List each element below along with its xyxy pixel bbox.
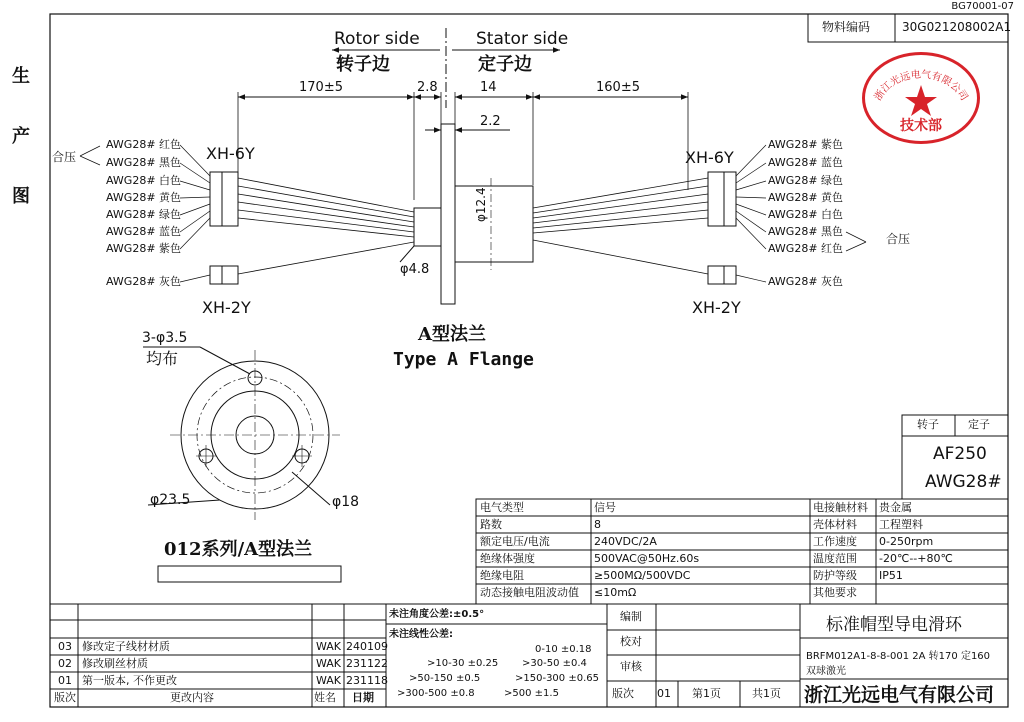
- stator-side-en: Stator side: [476, 29, 569, 49]
- tolerance-angle: 未注角度公差:±0.5°: [389, 609, 485, 620]
- revision-content: 修改刷丝材质: [82, 657, 148, 670]
- xh6y-left-label: XH-6Y: [206, 144, 255, 163]
- spec-value2: 工程塑料: [879, 518, 923, 531]
- label-version: 版次: [612, 687, 634, 700]
- small-table-row1: AF250: [933, 444, 987, 464]
- spec-value2: IP51: [879, 569, 903, 582]
- revision-name: WAK: [316, 657, 342, 670]
- tolerance-item: >300-500 ±0.8: [397, 688, 475, 699]
- dim-4-8: φ4.8: [400, 262, 430, 277]
- small-table-row2: AWG28#: [925, 472, 1002, 492]
- label-review: 审核: [620, 660, 642, 673]
- holes-note-even: 均布: [146, 349, 179, 368]
- xh6y-right-label: XH-6Y: [685, 148, 734, 167]
- crimp-label-left: 合压: [52, 150, 77, 164]
- material-code-label: 物料编码: [822, 20, 871, 34]
- left-wire-label-2: AWG28# 黑色: [106, 156, 182, 169]
- stamp-bottom-text: 技术部: [900, 118, 942, 134]
- spec-label2: 温度范围: [813, 552, 857, 565]
- right-wire-label-5: AWG28# 白色: [768, 208, 844, 221]
- side-title-char-2: 产: [12, 126, 30, 147]
- xh6y-left-connector: [210, 172, 238, 226]
- right-wire-label-7: AWG28# 红色: [768, 242, 844, 255]
- company-stamp: [862, 52, 980, 144]
- revision-content: 修改定子线材材质: [82, 640, 170, 653]
- spec-label: 电气类型: [480, 501, 524, 514]
- tolerance-item: >500 ±1.5: [504, 688, 559, 699]
- crimp-label-right: 合压: [886, 232, 911, 246]
- stator-side-cn: 定子边: [478, 54, 532, 75]
- stamp-star-icon: [905, 85, 937, 116]
- revision-name: WAK: [316, 640, 342, 653]
- dim-2-2: 2.2: [480, 114, 501, 129]
- spec-value: 500VAC@50Hz.60s: [594, 552, 700, 565]
- label-check: 校对: [620, 635, 642, 648]
- revision-no: 01: [58, 674, 72, 687]
- label-version-value: 01: [657, 687, 671, 700]
- flange-type-cn: A型法兰: [418, 324, 486, 345]
- spec-value: ≥500MΩ/500VDC: [594, 569, 691, 582]
- revision-header-content: 更改内容: [170, 691, 214, 704]
- xh2y-left-connector: [210, 266, 238, 284]
- revision-content: 第一版本, 不作更改: [82, 674, 177, 687]
- left-wire-bundle: [238, 178, 414, 274]
- left-wire-label-5: AWG28# 绿色: [106, 208, 182, 221]
- small-table-col2: 定子: [968, 418, 990, 431]
- label-total: 共1页: [752, 687, 781, 700]
- spec-label: 绝缘体强度: [480, 552, 535, 565]
- spec-label: 绝缘电阻: [480, 569, 524, 582]
- holes-note: 3-φ3.5: [142, 330, 188, 346]
- spec-value2: 0-250rpm: [879, 535, 934, 548]
- revision-header-date: 日期: [352, 691, 374, 704]
- dim-12-4: φ12.4: [474, 187, 488, 222]
- revision-no: 03: [58, 640, 72, 653]
- right-wire-label-1: AWG28# 紫色: [768, 138, 844, 151]
- spec-label2: 壳体材料: [813, 518, 857, 531]
- revision-date: 231122: [346, 657, 388, 670]
- xh2y-right-connector: [708, 266, 736, 284]
- dim-14: 14: [480, 80, 497, 95]
- tolerance-item: >30-50 ±0.4: [522, 658, 587, 669]
- spec-value: 8: [594, 518, 601, 531]
- model-number: BRFM012A1-8-8-001 2A 转170 定160: [806, 651, 991, 662]
- right-wire-label-6: AWG28# 黑色: [768, 225, 844, 238]
- spec-value: ≤10mΩ: [594, 586, 637, 599]
- dim-23-5: φ23.5: [150, 492, 191, 508]
- stator-housing: [455, 186, 533, 262]
- spec-label: 动态接触电阻波动值: [480, 586, 579, 599]
- revision-date: 240109: [346, 640, 388, 653]
- dim-2-8: 2.8: [417, 80, 438, 95]
- leader-48: [400, 246, 414, 262]
- spec-value: 240VDC/2A: [594, 535, 657, 548]
- series-blank-box: [158, 566, 341, 582]
- stamp-top-text: 浙江光远电气有限公司: [872, 69, 970, 103]
- tolerance-linear: 未注线性公差:: [389, 629, 453, 640]
- rotor-side-cn: 转子边: [336, 54, 390, 75]
- spec-label2: 工作速度: [813, 535, 857, 548]
- xh2y-right-label: XH-2Y: [692, 298, 741, 317]
- rotor-shaft: [414, 208, 441, 246]
- spec-value2: 贵金属: [879, 501, 912, 514]
- side-title-char-3: 图: [12, 186, 30, 207]
- revision-no: 02: [58, 657, 72, 670]
- left-wire-label-3: AWG28# 白色: [106, 174, 182, 187]
- revision-header-name: 姓名: [314, 691, 336, 704]
- label-draw: 编制: [620, 610, 642, 623]
- revision-name: WAK: [316, 674, 342, 687]
- right-wire-label-4: AWG28# 黄色: [768, 191, 844, 204]
- left-wire-label-7: AWG28# 紫色: [106, 242, 182, 255]
- tolerance-item: >150-300 ±0.65: [515, 673, 599, 684]
- doc-code: BG70001-07: [951, 1, 1014, 12]
- spec-label: 路数: [480, 518, 502, 531]
- rotor-side-en: Rotor side: [334, 29, 420, 49]
- revision-date: 231118: [346, 674, 388, 687]
- series-label: 012系列/A型法兰: [164, 539, 313, 560]
- flange-plate: [441, 124, 455, 304]
- spec-label2: 电接触材料: [813, 501, 868, 514]
- spec-label2: 其他要求: [813, 586, 857, 599]
- revision-header-no: 版次: [54, 691, 76, 704]
- tolerance-item: >10-30 ±0.25: [427, 658, 499, 669]
- tolerance-item: 0-10 ±0.18: [535, 644, 592, 655]
- right-wire-bundle: [533, 178, 708, 274]
- left-wire-label-4: AWG28# 黄色: [106, 191, 182, 204]
- left-wire-label-1: AWG28# 红色: [106, 138, 182, 151]
- product-title: 标准帽型导电滑环: [826, 615, 962, 635]
- dim-left-length: 170±5: [299, 80, 343, 95]
- xh6y-right-connector: [708, 172, 736, 226]
- model-note: 双球激光: [806, 666, 846, 677]
- right-wire-label-3: AWG28# 绿色: [768, 174, 844, 187]
- side-title-char-1: 生: [12, 66, 30, 87]
- tolerance-item: >50-150 ±0.5: [409, 673, 481, 684]
- spec-value2: -20℃--+80℃: [879, 552, 953, 565]
- company-name: 浙江光远电气有限公司: [804, 684, 995, 706]
- dim-18: φ18: [332, 494, 360, 510]
- spec-label2: 防护等级: [813, 569, 857, 582]
- flange-type-en: Type A Flange: [393, 349, 534, 370]
- label-page: 第1页: [692, 687, 721, 700]
- material-code-value: 30G021208002A1: [902, 20, 1012, 34]
- dim-right-length: 160±5: [596, 80, 640, 95]
- xh2y-left-label: XH-2Y: [202, 298, 251, 317]
- spec-label: 额定电压/电流: [480, 535, 550, 548]
- left-wire-label-6: AWG28# 蓝色: [106, 225, 182, 238]
- left-wire-label-gray: AWG28# 灰色: [106, 275, 182, 288]
- small-table-col1: 转子: [917, 418, 939, 431]
- right-wire-label-gray: AWG28# 灰色: [768, 275, 844, 288]
- right-wire-label-2: AWG28# 蓝色: [768, 156, 844, 169]
- spec-value: 信号: [594, 501, 616, 514]
